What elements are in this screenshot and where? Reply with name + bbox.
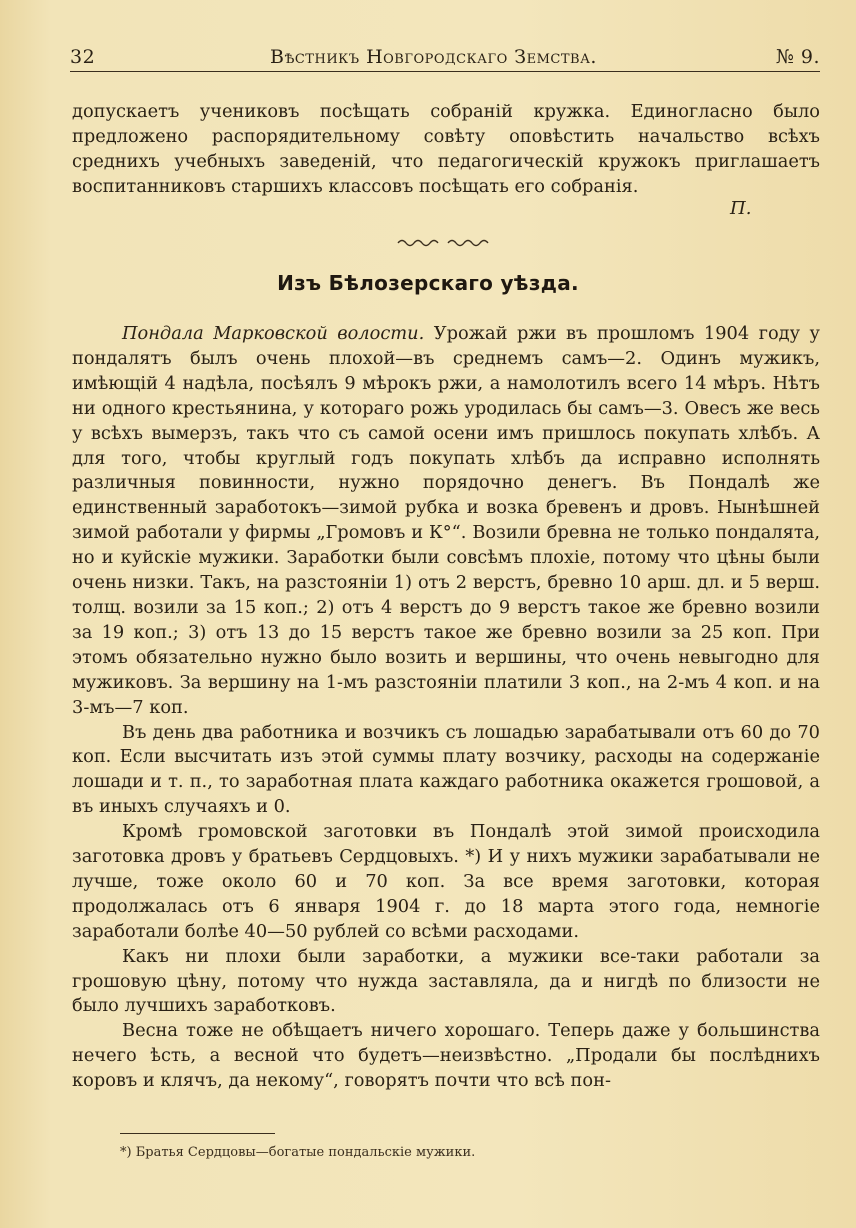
- paragraph-4: Какъ ни плохи были заработки, а мужики все-таки работали за грошовую цѣну, потому что нужда заставляла, да и нигдѣ по близости не было лучшихъ заработковъ.: [72, 945, 820, 1017]
- header-rule: [70, 71, 820, 72]
- section-body: [72, 322, 820, 1094]
- paragraph-1-text: Урожай ржи въ прошломъ 1904 году у пондалятъ былъ очень плохой—въ среднемъ самъ—2. Одинъ мужикъ, имѣющій 4 надѣла, посѣялъ 9 мѣрокъ ржи, а намолотилъ всего 14 мѣръ. Нѣтъ ни одного крестьянина, у котораго рожь уродилась бы самъ—3. Овесъ же весь у всѣхъ вымерзъ, такъ что съ самой осени имъ пришлось покупать хлѣбъ. А для того, чтобы круглый годъ покупать хлѣбъ да исправно исполнять различныя повинности, нужно порядочно денегъ. Въ Пондалѣ же единственный заработокъ—зимой рубка и возка бревенъ и дровъ. Нынѣшней зимой работали у фирмы „Громовъ и К°“. Возили бревна не только пондалята, но и куйскіе мужики. Заработки были совсѣмъ плохіе, потому что цѣны были очень низки. Такъ, на разстояніи 1) отъ 2 верстъ, бревно 10 арш. дл. и 5 верш. толщ. возили за 15 коп.; 2) отъ 4 верстъ до 9 верстъ такое же бревно возили за 19 коп.; 3) отъ 13 до 15 верстъ такое же бревно возили за 25 коп. При этомъ обязательно нужно было возить и вершины, что очень невыгодно для мужиковъ. За вершину на 1-мъ разстояніи платили 3 коп., на 2-мъ 4 коп. и на 3-мъ—7 коп.: [72, 323, 821, 718]
- place-heading: Пондала Марковской волости.: [122, 323, 425, 344]
- footnote: *) Братья Сердцовы—богатые пондальскіе мужики.: [120, 1145, 476, 1160]
- section-divider-ornament: [396, 234, 492, 253]
- paragraph-3: Кромѣ громовской заготовки въ Пондалѣ этой зимой происходила заготовка дровъ у братьевъ Сердцовыхъ. *) И у нихъ мужики зарабатывали не лучше, тоже около 60 и 70 коп. За все время заготовки, которая продолжалась отъ 6 января 1904 г. до 18 марта этого года, немногіе заработали болѣе 40—50 рублей со всѣми расходами.: [72, 821, 820, 942]
- author-signature: П.: [730, 198, 752, 219]
- opening-paragraph: допускаетъ учениковъ посѣщать собраній кружка. Единогласно было предложено распорядительному совѣту оповѣстить начальство всѣхъ среднихъ учебныхъ заведеній, что педагогическій кружокъ приглашаетъ воспитанниковъ старшихъ классовъ посѣщать его собранія.: [72, 101, 820, 197]
- issue-number: № 9.: [775, 46, 820, 68]
- paragraph-5: Весна тоже не обѣщаетъ ничего хорошаго. Теперь даже у большинства нечего ѣсть, а весной что будетъ—неизвѣстно. „Продали бы послѣднихъ коровъ и клячъ, да некому“, говорятъ почти что всѣ пон-: [72, 1020, 820, 1092]
- paragraph-1: [72, 322, 820, 721]
- section-title: Изъ Бѣлозерскаго уѣзда.: [277, 271, 579, 295]
- paragraph-2: Въ день два работника и возчикъ съ лошадью зарабатывали отъ 60 до 70 коп. Если высчитать изъ этой суммы плату возчику, расходы на содержаніе лошади и т. п., то заработная плата каждаго работника окажется грошовой, а въ иныхъ случаяхъ и 0.: [72, 721, 820, 818]
- footnote-rule: [120, 1133, 275, 1134]
- running-header: [70, 46, 820, 72]
- journal-title: Вѣстникъ Новгородскаго Земства.: [270, 46, 597, 68]
- page-number: 32: [70, 46, 96, 68]
